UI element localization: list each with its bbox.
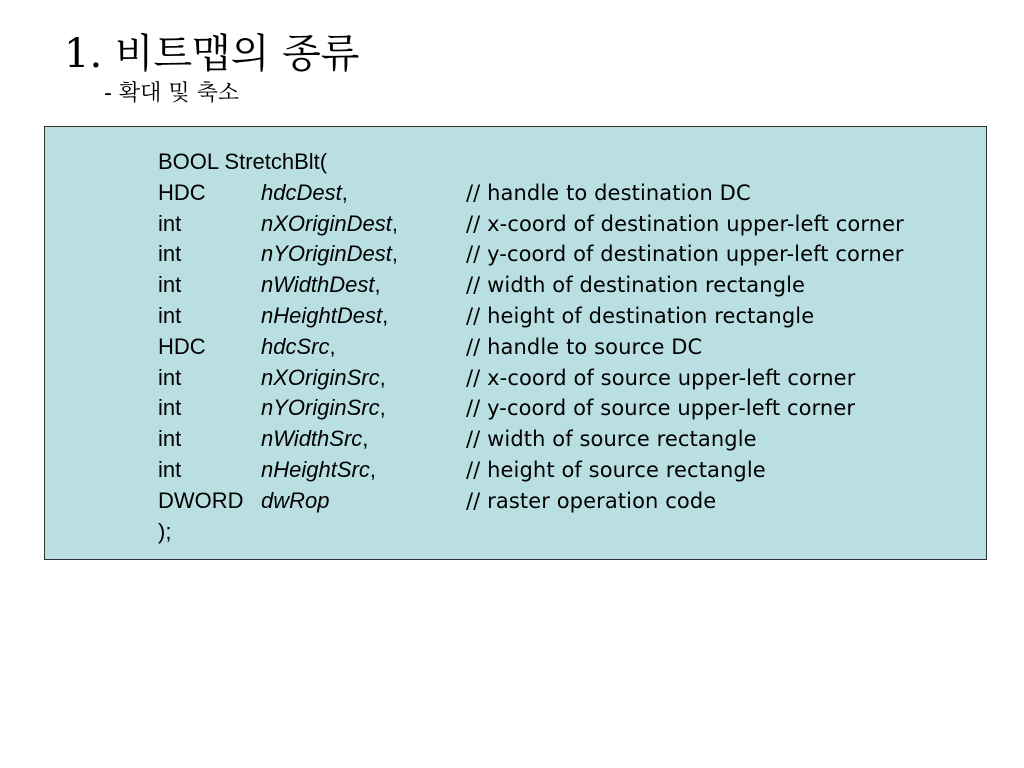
param-comment: // x-coord of source upper-left corner <box>466 365 856 390</box>
param-name: nHeightSrc <box>261 456 370 482</box>
param-name: nHeightDest <box>261 302 383 328</box>
param-punct: , <box>391 241 398 267</box>
param-punct: , <box>329 333 336 359</box>
param-name: dwRop <box>261 487 330 513</box>
param-punct: , <box>369 456 376 482</box>
param-punct: , <box>382 302 389 328</box>
slide-title: 1. 비트맵의 종류 <box>64 31 360 77</box>
param-name-wrap <box>261 239 398 270</box>
param-comment: // raster operation code <box>466 488 717 513</box>
function-signature: BOOL StretchBlt( <box>158 149 328 174</box>
param-type: HDC <box>158 333 206 359</box>
param-name-wrap <box>261 270 381 301</box>
code-block <box>44 126 987 560</box>
param-type: int <box>158 241 182 267</box>
param-name: hdcSrc <box>261 333 330 359</box>
function-close: ); <box>158 518 172 544</box>
param-name: nXOriginDest <box>261 210 392 236</box>
param-comment: // height of destination rectangle <box>466 303 815 328</box>
param-name: nWidthDest <box>261 272 375 298</box>
param-type: int <box>158 210 182 236</box>
param-name-wrap <box>261 363 386 394</box>
param-name: nWidthSrc <box>261 426 363 452</box>
param-punct: , <box>379 395 386 421</box>
param-comment: // height of source rectangle <box>466 457 766 482</box>
param-comment: // y-coord of source upper-left corner <box>466 396 856 421</box>
param-punct: , <box>362 426 369 452</box>
slide-subtitle: - 확대 및 축소 <box>104 81 240 106</box>
param-name: nYOriginSrc <box>261 395 380 421</box>
param-punct: , <box>391 210 398 236</box>
param-type: DWORD <box>158 487 244 513</box>
param-type: int <box>158 426 182 452</box>
param-type: HDC <box>158 179 206 205</box>
param-name-wrap <box>261 393 386 424</box>
param-comment: // handle to destination DC <box>466 180 751 205</box>
param-type: int <box>158 456 182 482</box>
param-name-wrap <box>261 486 329 517</box>
param-name-wrap <box>261 178 348 209</box>
param-comment: // width of destination rectangle <box>466 273 806 298</box>
param-type: int <box>158 364 182 390</box>
param-comment: // x-coord of destination upper-left corner <box>466 211 904 236</box>
param-type: int <box>158 395 182 421</box>
param-name: nYOriginDest <box>261 241 392 267</box>
param-name-wrap <box>261 209 398 240</box>
param-name-wrap <box>261 332 336 363</box>
param-name: nXOriginSrc <box>261 364 380 390</box>
param-punct: , <box>374 272 381 298</box>
param-type: int <box>158 272 182 298</box>
param-punct: , <box>341 179 348 205</box>
param-name-wrap <box>261 455 376 486</box>
param-comment: // width of source rectangle <box>466 427 757 452</box>
param-name: hdcDest <box>261 179 342 205</box>
param-name-wrap <box>261 424 368 455</box>
param-comment: // handle to source DC <box>466 334 703 359</box>
param-punct: , <box>379 364 386 390</box>
param-comment: // y-coord of destination upper-left corner <box>466 242 904 267</box>
param-name-wrap <box>261 301 388 332</box>
param-type: int <box>158 302 182 328</box>
